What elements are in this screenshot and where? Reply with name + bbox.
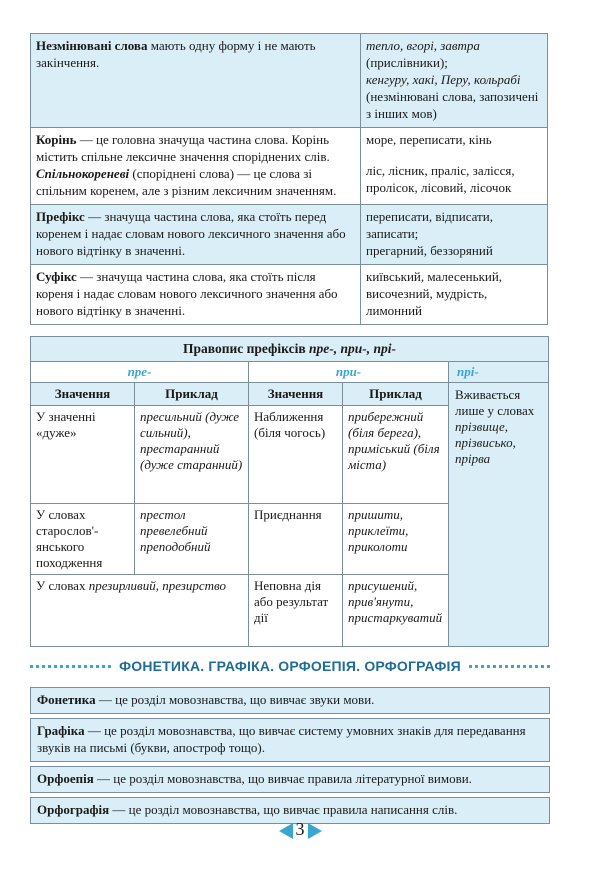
example-text: презирливий, презирство [88,578,226,593]
column-header: Значення [249,383,343,406]
meaning-cell: У значенні «дуже» [31,406,135,504]
group-pry: при- [249,362,449,383]
pri-note-text: Вживається лише у словах [455,387,535,418]
column-header: Приклад [135,383,249,406]
table-row [31,205,548,265]
pri-note-words: прізвище, прізвисько, прірва [455,419,516,466]
example-cell [361,265,548,325]
term: Фонетика [37,692,96,707]
table-row [31,34,548,128]
table-title [31,337,549,362]
meaning-cell: Приєднання [249,504,343,575]
note-text: (незмінювані слова, запозичені з інших мов) [366,89,539,121]
definition-text: — це розділ мовознавства, що вивчає систему умовних знаків для передавання звуків на письмі (букви, апостроф тощо). [37,723,526,755]
header-row [31,383,549,406]
example-cell: присушений, прив'янути, пристаркуватий [343,575,449,647]
definition-text: — значуща частина слова, яка стоїть перед коренем і надає словам нового лексичного значення або нового відтінку в значенні. [36,209,346,258]
definition-cell [31,265,361,325]
example-cell: прибережний (біля берега), приміський (біля міста) [343,406,449,504]
example-cell [361,128,548,205]
triangle-left-icon [279,823,293,839]
example-cell [361,34,548,128]
column-header: Приклад [343,383,449,406]
group-row [31,362,549,383]
page-number-bar [0,819,600,840]
dotted-rule [30,665,111,668]
example-text: прегарний, беззоряний [366,243,493,258]
note-text: (прислівники); [366,55,448,70]
triangle-right-icon [308,823,322,839]
group-pri: прі- [449,362,549,383]
term: Суфікс [36,269,77,284]
term: Незмінювані слова [36,38,148,53]
term: Префікс [36,209,85,224]
definition-text: — це розділ мовознавства, що вивчає правила літературної вимови. [93,771,472,786]
meaning-cell: Наближення (біля чогось) [249,406,343,504]
meaning-text: У словах [36,578,89,593]
table-row [31,128,548,205]
group-pre: пре- [31,362,249,383]
meaning-cell [31,575,249,647]
definition-text: — значуща частина слова, яка стоїть після кореня і надає словам нового лексичного значення або нового відтінку в значенні. [36,269,338,318]
example-cell: пришити, приклеїти, приколоти [343,504,449,575]
pri-note-cell [449,383,549,647]
definition-cell [31,205,361,265]
term: Орфоепія [37,771,94,786]
definition-cell [31,128,361,205]
section-title: ФОНЕТИКА. ГРАФІКА. ОРФОЕПІЯ. ОРФОГРАФІЯ [119,658,461,674]
page-number: 3 [295,819,305,839]
example-text: море, переписати, кінь [366,132,492,147]
example-cell [361,205,548,265]
table-title-text: Правопис префіксів [182,341,309,356]
example-text: київський, малесенький, височезний, мудрість, лимонний [366,269,503,318]
term: Спільнокореневі [36,166,130,181]
example-text: ліс, лісник, праліс, залісся, пролісок, лісовий, лісочок [366,163,515,195]
example-cell: престол превелебний преподобний [135,504,249,575]
definitions-list [30,687,550,828]
definition-text: — це розділ мовознавства, що вивчає звуки мови. [95,692,375,707]
definition-text: — це головна значуща частина слова. Корінь містить спільне лексичне значення споріднених слів. [36,132,330,164]
meaning-cell: У словах старослов'янського походження [31,504,135,575]
dotted-rule [469,665,550,668]
column-header: Значення [31,383,135,406]
example-text: тепло, вгорі, завтра [366,38,480,53]
example-text: кенгуру, хакі, Перу, кольрабі [366,72,521,87]
definition-cell [31,34,361,128]
table-row [31,265,548,325]
example-cell: пресильний (дуже сильний), престаранний (дуже старанний) [135,406,249,504]
definition-box [30,718,550,762]
example-text: переписати, відписати, записати; [366,209,493,241]
prefix-spelling-table [30,336,549,647]
morphemes-table [30,33,548,325]
term: Орфографія [37,802,110,817]
definition-text: — це розділ мовознавства, що вивчає правила написання слів. [109,802,458,817]
section-heading [30,655,550,677]
definition-box [30,687,550,714]
term: Корінь [36,132,77,147]
definition-text: (споріднені слова) — це слова зі спільним коренем, але з різним лексичним значенням. [36,166,337,198]
definition-text: мають одну форму і не мають закінчення. [36,38,316,70]
table-title-row [31,337,549,362]
definition-box [30,766,550,793]
term: Графіка [37,723,85,738]
table-title-prefixes: пре-, при-, прі- [309,341,397,356]
meaning-cell: Неповна дія або результат дії [249,575,343,647]
